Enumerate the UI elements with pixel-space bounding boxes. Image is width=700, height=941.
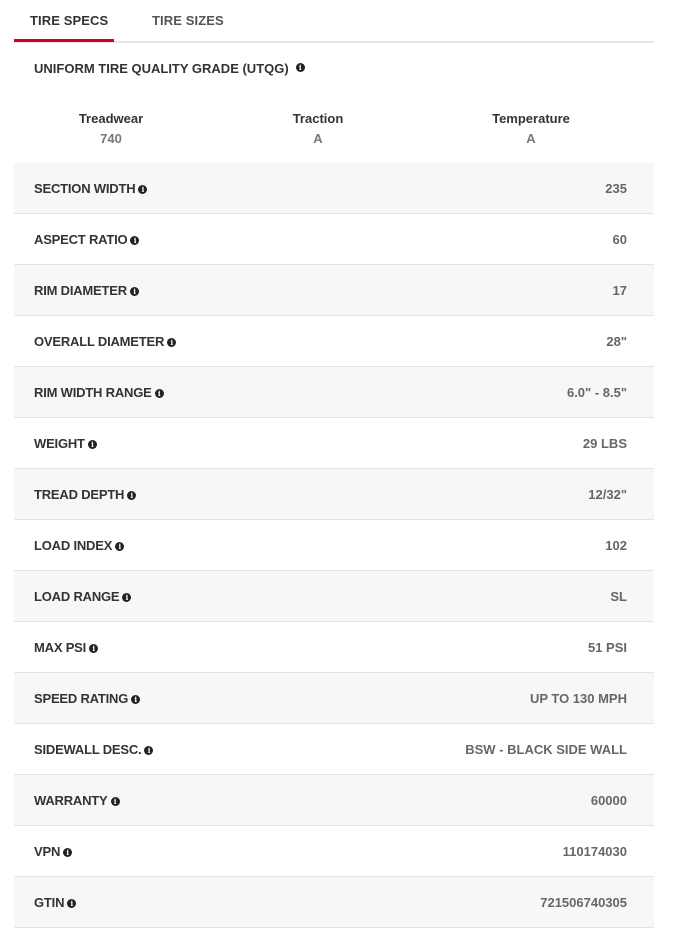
spec-value: 110174030 bbox=[562, 843, 627, 859]
grade-label: Treadwear bbox=[78, 111, 144, 126]
spec-label bbox=[34, 334, 176, 349]
spec-label bbox=[34, 742, 153, 757]
info-icon[interactable]: i bbox=[144, 746, 153, 755]
tab-tire-specs[interactable]: TIRE SPECS bbox=[30, 13, 109, 28]
tab-bar bbox=[14, 0, 654, 43]
spec-label bbox=[34, 640, 98, 655]
grade-value: A bbox=[313, 131, 323, 146]
spec-label bbox=[34, 436, 97, 451]
info-icon[interactable]: i bbox=[130, 287, 139, 296]
spec-label-text: GTIN bbox=[34, 894, 65, 910]
info-icon[interactable]: i bbox=[63, 848, 72, 857]
spec-label-text: MAX PSI bbox=[34, 639, 87, 655]
spec-row bbox=[14, 469, 654, 520]
spec-label bbox=[34, 283, 139, 298]
info-icon[interactable]: i bbox=[155, 389, 164, 398]
spec-label bbox=[34, 895, 76, 910]
info-icon[interactable]: i bbox=[88, 440, 97, 449]
spec-row bbox=[14, 673, 654, 724]
spec-value: 235 bbox=[605, 180, 627, 196]
spec-row bbox=[14, 265, 654, 316]
spec-label bbox=[34, 589, 131, 604]
info-icon[interactable]: i bbox=[67, 899, 76, 908]
utqg-title: UNIFORM TIRE QUALITY GRADE (UTQG) bbox=[34, 61, 289, 76]
info-icon[interactable]: i bbox=[115, 542, 124, 551]
info-icon[interactable]: i bbox=[111, 797, 120, 806]
spec-value: 17 bbox=[612, 282, 627, 298]
spec-row bbox=[14, 163, 654, 214]
spec-table bbox=[14, 163, 654, 928]
spec-row bbox=[14, 316, 654, 367]
spec-label-text: RIM WIDTH RANGE bbox=[34, 384, 152, 400]
active-tab-indicator bbox=[14, 39, 114, 42]
spec-value: 721506740305 bbox=[540, 894, 627, 910]
spec-label-text: OVERALL DIAMETER bbox=[34, 333, 165, 349]
spec-value: 12/32" bbox=[588, 486, 627, 502]
spec-row bbox=[14, 214, 654, 265]
spec-label-text: SPEED RATING bbox=[34, 690, 129, 706]
spec-value: BSW - BLACK SIDE WALL bbox=[465, 741, 627, 757]
info-icon[interactable]: i bbox=[131, 695, 140, 704]
info-icon[interactable]: i bbox=[122, 593, 131, 602]
spec-label-text: TREAD DEPTH bbox=[34, 486, 125, 502]
spec-label-text: LOAD RANGE bbox=[34, 588, 120, 604]
spec-label-text: SECTION WIDTH bbox=[34, 180, 136, 196]
info-icon[interactable]: i bbox=[89, 644, 98, 653]
spec-row bbox=[14, 826, 654, 877]
spec-label-text: WARRANTY bbox=[34, 792, 108, 808]
spec-label bbox=[34, 181, 147, 196]
info-icon[interactable]: i bbox=[296, 63, 305, 72]
spec-row bbox=[14, 367, 654, 418]
spec-row bbox=[14, 520, 654, 571]
info-icon[interactable]: i bbox=[130, 236, 139, 245]
utqg-heading bbox=[34, 61, 305, 76]
spec-row bbox=[14, 775, 654, 826]
spec-label bbox=[34, 538, 124, 553]
spec-row bbox=[14, 622, 654, 673]
spec-value: SL bbox=[610, 588, 627, 604]
spec-value: 6.0" - 8.5" bbox=[566, 384, 627, 400]
spec-label bbox=[34, 385, 164, 400]
spec-row bbox=[14, 418, 654, 469]
tab-tire-sizes[interactable]: TIRE SIZES bbox=[152, 13, 224, 28]
spec-value: 60 bbox=[612, 231, 627, 247]
spec-label-text: VPN bbox=[34, 843, 61, 859]
spec-label-text: ASPECT RATIO bbox=[34, 231, 128, 247]
info-icon[interactable]: i bbox=[138, 185, 147, 194]
spec-value: UP TO 130 MPH bbox=[529, 690, 627, 706]
utqg-traction bbox=[238, 111, 398, 146]
spec-row bbox=[14, 724, 654, 775]
spec-label bbox=[34, 844, 72, 859]
grade-value: 740 bbox=[100, 131, 122, 146]
utqg-treadwear bbox=[31, 111, 191, 146]
spec-value: 60000 bbox=[590, 792, 627, 808]
spec-value: 28" bbox=[606, 333, 627, 349]
spec-label bbox=[34, 793, 120, 808]
grade-label: Traction bbox=[292, 111, 344, 126]
info-icon[interactable]: i bbox=[127, 491, 136, 500]
spec-label bbox=[34, 232, 139, 247]
spec-value: 29 LBS bbox=[582, 435, 627, 451]
spec-row bbox=[14, 877, 654, 928]
spec-value: 51 PSI bbox=[587, 639, 627, 655]
spec-row bbox=[14, 571, 654, 622]
spec-value: 102 bbox=[605, 537, 627, 553]
info-icon[interactable]: i bbox=[167, 338, 176, 347]
spec-label-text: RIM DIAMETER bbox=[34, 282, 127, 298]
grade-value: A bbox=[526, 131, 536, 146]
spec-label bbox=[34, 691, 140, 706]
grade-label: Temperature bbox=[492, 111, 570, 126]
spec-label-text: WEIGHT bbox=[34, 435, 85, 451]
spec-label bbox=[34, 487, 136, 502]
spec-label-text: SIDEWALL DESC. bbox=[34, 741, 142, 757]
utqg-temperature bbox=[451, 111, 611, 146]
spec-label-text: LOAD INDEX bbox=[34, 537, 113, 553]
